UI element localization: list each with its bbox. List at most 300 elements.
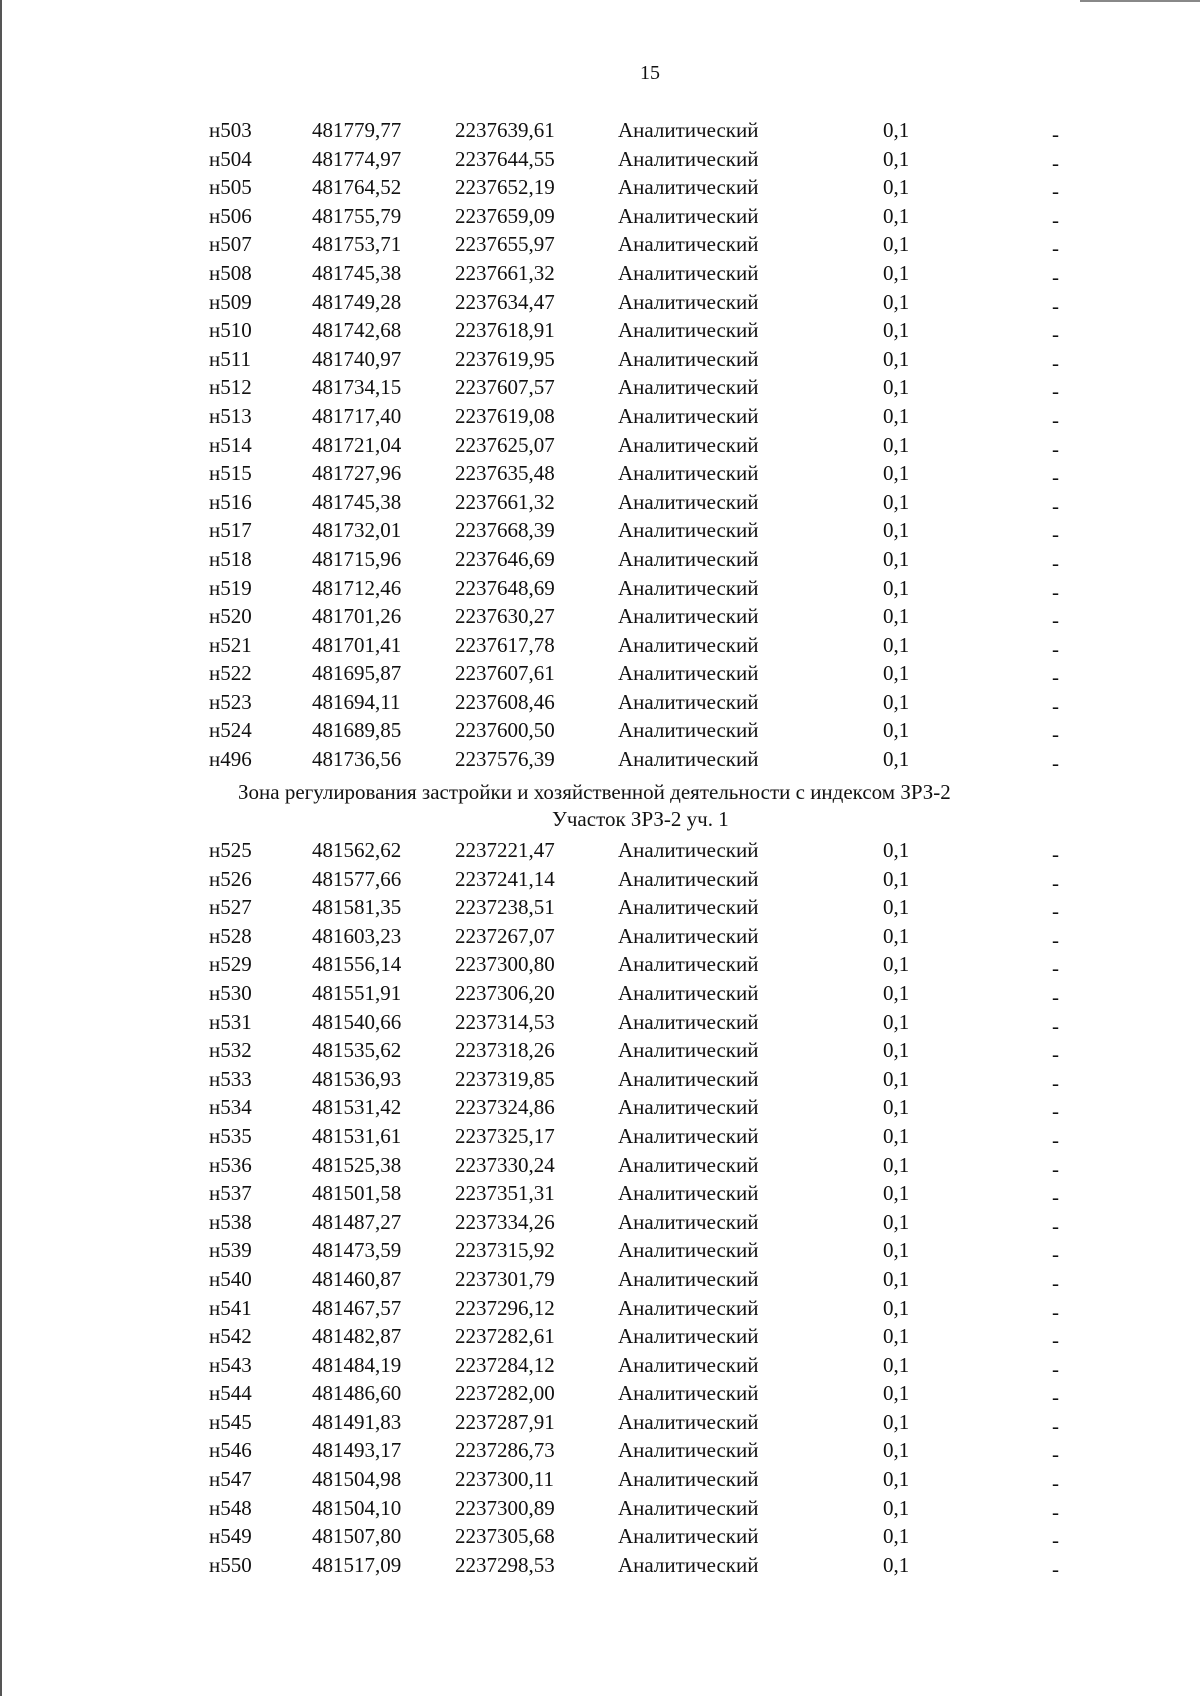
table-row: [0, 116, 1200, 145]
dash-cell: -: [1052, 899, 1059, 924]
method: Аналитический: [618, 952, 759, 977]
coord-x: 481487,27: [312, 1209, 402, 1234]
point-id: н540: [209, 1266, 252, 1291]
method: Аналитический: [618, 838, 759, 862]
dash-cell: -: [1052, 636, 1059, 661]
precision: 0,1: [883, 118, 910, 142]
method: Аналитический: [618, 747, 759, 772]
dash-cell: -: [1052, 956, 1059, 981]
dash-cell: -: [1052, 842, 1059, 866]
method: Аналитический: [618, 1438, 759, 1463]
method: Аналитический: [618, 403, 759, 428]
method: Аналитический: [618, 1238, 759, 1263]
table-row: [0, 173, 1200, 202]
method: Аналитический: [618, 1524, 759, 1549]
dash-cell: -: [1052, 927, 1059, 952]
coord-y: 2237301,79: [455, 1266, 555, 1291]
point-id: н545: [209, 1409, 252, 1434]
coord-x: 481460,87: [312, 1266, 402, 1291]
method: Аналитический: [618, 1495, 759, 1520]
point-id: н505: [209, 175, 252, 200]
table-row: [0, 1351, 1200, 1380]
table-row: [0, 1408, 1200, 1437]
dash-cell: -: [1052, 264, 1059, 289]
dash-cell: -: [1052, 1299, 1059, 1324]
coord-x: 481556,14: [312, 952, 402, 977]
coord-y: 2237619,08: [455, 403, 555, 428]
precision: 0,1: [883, 1495, 910, 1520]
coord-y: 2237648,69: [455, 575, 555, 600]
dash-cell: -: [1052, 122, 1059, 146]
dash-cell: -: [1052, 1127, 1059, 1152]
point-id: н544: [209, 1381, 252, 1406]
dash-cell: -: [1052, 379, 1059, 404]
method: Аналитический: [618, 1009, 759, 1034]
precision: 0,1: [883, 838, 910, 862]
coord-x: 481694,11: [312, 689, 401, 714]
coord-x: 481581,35: [312, 895, 402, 920]
coord-x: 481779,77: [312, 118, 402, 142]
method: Аналитический: [618, 923, 759, 948]
method: Аналитический: [618, 575, 759, 600]
method: Аналитический: [618, 375, 759, 400]
table-row: [0, 716, 1200, 745]
table-row: [0, 1379, 1200, 1408]
point-id: н513: [209, 403, 252, 428]
coord-x: 481745,38: [312, 489, 402, 514]
method: Аналитический: [618, 980, 759, 1005]
method: Аналитический: [618, 1409, 759, 1434]
coord-y: 2237661,32: [455, 260, 555, 285]
coord-x: 481721,04: [312, 432, 402, 457]
precision: 0,1: [883, 1123, 910, 1148]
point-id: н508: [209, 260, 252, 285]
coord-x: 481504,10: [312, 1495, 402, 1520]
table-row: [0, 893, 1200, 922]
point-id: н548: [209, 1495, 252, 1520]
coord-y: 2237287,91: [455, 1409, 555, 1434]
coord-y: 2237608,46: [455, 689, 555, 714]
dash-cell: -: [1052, 1499, 1059, 1524]
method: Аналитический: [618, 432, 759, 457]
coord-x: 481467,57: [312, 1295, 402, 1320]
coord-y: 2237305,68: [455, 1524, 555, 1549]
method: Аналитический: [618, 632, 759, 657]
table-row: [0, 1322, 1200, 1351]
coord-x: 481734,15: [312, 375, 402, 400]
coord-x: 481774,97: [312, 146, 402, 171]
coord-y: 2237300,80: [455, 952, 555, 977]
dash-cell: -: [1052, 1328, 1059, 1353]
coord-y: 2237282,61: [455, 1324, 555, 1349]
table-row: [0, 545, 1200, 574]
point-id: н532: [209, 1038, 252, 1063]
table-row: [0, 1208, 1200, 1237]
table-row: [0, 288, 1200, 317]
precision: 0,1: [883, 895, 910, 920]
zone-title: Зона регулирования застройки и хозяйственной деятельности с индексом ЗРЗ-2: [238, 780, 951, 804]
dash-cell: -: [1052, 179, 1059, 204]
point-id: н536: [209, 1152, 252, 1177]
coord-x: 481745,38: [312, 260, 402, 285]
method: Аналитический: [618, 1381, 759, 1406]
table-row: [0, 516, 1200, 545]
dash-cell: -: [1052, 1471, 1059, 1496]
coord-x: 481689,85: [312, 718, 402, 743]
coord-y: 2237659,09: [455, 203, 555, 228]
table-row: [0, 1151, 1200, 1180]
coord-y: 2237607,61: [455, 661, 555, 686]
dash-cell: -: [1052, 722, 1059, 747]
method: Аналитический: [618, 689, 759, 714]
coord-y: 2237334,26: [455, 1209, 555, 1234]
precision: 0,1: [883, 403, 910, 428]
precision: 0,1: [883, 1038, 910, 1063]
method: Аналитический: [618, 1352, 759, 1377]
table-row: [0, 979, 1200, 1008]
table-row: [0, 402, 1200, 431]
point-id: н534: [209, 1095, 252, 1120]
coord-y: 2237607,57: [455, 375, 555, 400]
table-row: [0, 345, 1200, 374]
table-row: [0, 1036, 1200, 1065]
coord-y: 2237644,55: [455, 146, 555, 171]
dash-cell: -: [1052, 1156, 1059, 1181]
method: Аналитический: [618, 1266, 759, 1291]
coord-x: 481577,66: [312, 866, 402, 891]
precision: 0,1: [883, 1181, 910, 1206]
point-id: н515: [209, 461, 252, 486]
dash-cell: -: [1052, 1242, 1059, 1267]
point-id: н530: [209, 980, 252, 1005]
dash-cell: -: [1052, 1385, 1059, 1410]
coord-x: 481727,96: [312, 461, 402, 486]
precision: 0,1: [883, 1324, 910, 1349]
point-id: н549: [209, 1524, 252, 1549]
table-row: [0, 1465, 1200, 1494]
precision: 0,1: [883, 718, 910, 743]
coord-y: 2237267,07: [455, 923, 555, 948]
method: Аналитический: [618, 1066, 759, 1091]
table-row: [0, 574, 1200, 603]
dash-cell: -: [1052, 1185, 1059, 1210]
coord-x: 481531,61: [312, 1123, 402, 1148]
precision: 0,1: [883, 1438, 910, 1463]
coord-y: 2237619,95: [455, 346, 555, 371]
method: Аналитический: [618, 866, 759, 891]
precision: 0,1: [883, 175, 910, 200]
point-id: н539: [209, 1238, 252, 1263]
coord-y: 2237298,53: [455, 1552, 555, 1577]
coord-x: 481491,83: [312, 1409, 402, 1434]
page-number: 15: [640, 62, 660, 84]
table-row: [0, 745, 1200, 774]
dash-cell: -: [1052, 493, 1059, 518]
precision: 0,1: [883, 1295, 910, 1320]
dash-cell: -: [1052, 1213, 1059, 1238]
precision: 0,1: [883, 1409, 910, 1434]
dash-cell: -: [1052, 1270, 1059, 1295]
coord-y: 2237319,85: [455, 1066, 555, 1091]
coord-x: 481540,66: [312, 1009, 402, 1034]
coord-y: 2237315,92: [455, 1238, 555, 1263]
coord-x: 481536,93: [312, 1066, 402, 1091]
dash-cell: -: [1052, 407, 1059, 432]
table-row: [0, 230, 1200, 259]
table-row: [0, 1008, 1200, 1037]
precision: 0,1: [883, 432, 910, 457]
dash-cell: -: [1052, 1356, 1059, 1381]
coord-y: 2237630,27: [455, 604, 555, 629]
method: Аналитический: [618, 1095, 759, 1120]
coord-x: 481473,59: [312, 1238, 402, 1263]
precision: 0,1: [883, 260, 910, 285]
coord-y: 2237306,20: [455, 980, 555, 1005]
precision: 0,1: [883, 923, 910, 948]
dash-cell: -: [1052, 207, 1059, 232]
dash-cell: -: [1052, 1013, 1059, 1038]
point-id: н506: [209, 203, 252, 228]
point-id: н510: [209, 318, 252, 343]
dash-cell: -: [1052, 1528, 1059, 1553]
coord-y: 2237325,17: [455, 1123, 555, 1148]
precision: 0,1: [883, 1009, 910, 1034]
coord-x: 481742,68: [312, 318, 402, 343]
coord-x: 481501,58: [312, 1181, 402, 1206]
coord-x: 481517,09: [312, 1552, 402, 1577]
coord-x: 481562,62: [312, 838, 402, 862]
dash-cell: -: [1052, 984, 1059, 1009]
coord-y: 2237324,86: [455, 1095, 555, 1120]
precision: 0,1: [883, 146, 910, 171]
precision: 0,1: [883, 1467, 910, 1492]
method: Аналитический: [618, 1123, 759, 1148]
method: Аналитический: [618, 1209, 759, 1234]
coord-y: 2237238,51: [455, 895, 555, 920]
method: Аналитический: [618, 604, 759, 629]
precision: 0,1: [883, 1266, 910, 1291]
coord-x: 481525,38: [312, 1152, 402, 1177]
dash-cell: -: [1052, 150, 1059, 175]
coord-y: 2237241,14: [455, 866, 555, 891]
dash-cell: -: [1052, 436, 1059, 461]
method: Аналитический: [618, 1324, 759, 1349]
coord-y: 2237284,12: [455, 1352, 555, 1377]
scan-top-right-mark: [1080, 0, 1200, 2]
coord-y: 2237286,73: [455, 1438, 555, 1463]
coord-x: 481504,98: [312, 1467, 402, 1492]
precision: 0,1: [883, 518, 910, 543]
dash-cell: -: [1052, 550, 1059, 575]
precision: 0,1: [883, 1381, 910, 1406]
dash-cell: -: [1052, 608, 1059, 633]
coord-x: 481749,28: [312, 289, 402, 314]
method: Аналитический: [618, 346, 759, 371]
dash-cell: -: [1052, 1442, 1059, 1467]
point-id: н514: [209, 432, 252, 457]
coord-y: 2237300,11: [455, 1467, 554, 1492]
precision: 0,1: [883, 747, 910, 772]
coord-x: 481484,19: [312, 1352, 402, 1377]
method: Аналитический: [618, 661, 759, 686]
point-id: н523: [209, 689, 252, 714]
coord-x: 481551,91: [312, 980, 402, 1005]
dash-cell: -: [1052, 665, 1059, 690]
method: Аналитический: [618, 1467, 759, 1492]
dash-cell: -: [1052, 1099, 1059, 1124]
coord-y: 2237318,26: [455, 1038, 555, 1063]
point-id: н537: [209, 1181, 252, 1206]
dash-cell: -: [1052, 1556, 1059, 1581]
point-id: н525: [209, 838, 252, 862]
table-row: [0, 836, 1200, 865]
precision: 0,1: [883, 1209, 910, 1234]
table-row: [0, 631, 1200, 660]
coord-x: 481493,17: [312, 1438, 402, 1463]
method: Аналитический: [618, 1295, 759, 1320]
dash-cell: -: [1052, 1413, 1059, 1438]
point-id: н509: [209, 289, 252, 314]
method: Аналитический: [618, 1038, 759, 1063]
dash-cell: -: [1052, 579, 1059, 604]
coord-y: 2237617,78: [455, 632, 555, 657]
dash-cell: -: [1052, 522, 1059, 547]
coord-y: 2237655,97: [455, 232, 555, 257]
precision: 0,1: [883, 1552, 910, 1577]
point-id: н521: [209, 632, 252, 657]
coord-x: 481701,26: [312, 604, 402, 629]
dash-cell: -: [1052, 293, 1059, 318]
point-id: н538: [209, 1209, 252, 1234]
precision: 0,1: [883, 604, 910, 629]
precision: 0,1: [883, 575, 910, 600]
precision: 0,1: [883, 1152, 910, 1177]
method: Аналитический: [618, 203, 759, 228]
table-row: [0, 1551, 1200, 1580]
dash-cell: -: [1052, 322, 1059, 347]
point-id: н543: [209, 1352, 252, 1377]
coord-x: 481715,96: [312, 546, 402, 571]
coord-y: 2237634,47: [455, 289, 555, 314]
point-id: н546: [209, 1438, 252, 1463]
table-row: [0, 602, 1200, 631]
precision: 0,1: [883, 1095, 910, 1120]
table-row: [0, 488, 1200, 517]
coord-x: 481507,80: [312, 1524, 402, 1549]
table-row: [0, 1065, 1200, 1094]
table-row: [0, 1265, 1200, 1294]
table-row: [0, 688, 1200, 717]
precision: 0,1: [883, 1352, 910, 1377]
point-id: н526: [209, 866, 252, 891]
precision: 0,1: [883, 1238, 910, 1263]
point-id: н522: [209, 661, 252, 686]
coord-y: 2237639,61: [455, 118, 555, 142]
coord-y: 2237351,31: [455, 1181, 555, 1206]
coord-x: 481603,23: [312, 923, 402, 948]
dash-cell: -: [1052, 236, 1059, 261]
precision: 0,1: [883, 346, 910, 371]
precision: 0,1: [883, 952, 910, 977]
precision: 0,1: [883, 461, 910, 486]
table-row: [0, 1522, 1200, 1551]
coord-y: 2237600,50: [455, 718, 555, 743]
table-row: [0, 1294, 1200, 1323]
coord-x: 481753,71: [312, 232, 402, 257]
dash-cell: -: [1052, 1070, 1059, 1095]
point-id: н511: [209, 346, 251, 371]
table-row: [0, 1179, 1200, 1208]
precision: 0,1: [883, 632, 910, 657]
method: Аналитический: [618, 1181, 759, 1206]
dash-cell: -: [1052, 465, 1059, 490]
coord-x: 481701,41: [312, 632, 402, 657]
dash-cell: -: [1052, 693, 1059, 718]
method: Аналитический: [618, 895, 759, 920]
plot-title: Участок ЗРЗ-2 уч. 1: [552, 807, 729, 831]
method: Аналитический: [618, 260, 759, 285]
method: Аналитический: [618, 175, 759, 200]
table-row: [0, 659, 1200, 688]
coord-x: 481712,46: [312, 575, 402, 600]
table-row: [0, 431, 1200, 460]
coord-y: 2237576,39: [455, 747, 555, 772]
table-row: [0, 1122, 1200, 1151]
coord-y: 2237652,19: [455, 175, 555, 200]
precision: 0,1: [883, 289, 910, 314]
coord-y: 2237635,48: [455, 461, 555, 486]
table-row: [0, 865, 1200, 894]
point-id: н528: [209, 923, 252, 948]
point-id: н503: [209, 118, 252, 142]
point-id: н496: [209, 747, 252, 772]
method: Аналитический: [618, 118, 759, 142]
coord-y: 2237300,89: [455, 1495, 555, 1520]
precision: 0,1: [883, 980, 910, 1005]
point-id: н533: [209, 1066, 252, 1091]
precision: 0,1: [883, 661, 910, 686]
point-id: н550: [209, 1552, 252, 1577]
method: Аналитический: [618, 1152, 759, 1177]
coord-y: 2237618,91: [455, 318, 555, 343]
dash-cell: -: [1052, 350, 1059, 375]
method: Аналитический: [618, 1552, 759, 1577]
point-id: н531: [209, 1009, 252, 1034]
precision: 0,1: [883, 546, 910, 571]
coordinates-table-top: [0, 116, 1200, 774]
method: Аналитический: [618, 232, 759, 257]
point-id: н512: [209, 375, 252, 400]
coord-x: 481736,56: [312, 747, 402, 772]
coord-x: 481764,52: [312, 175, 402, 200]
precision: 0,1: [883, 489, 910, 514]
point-id: н519: [209, 575, 252, 600]
table-row: [0, 373, 1200, 402]
coord-x: 481482,87: [312, 1324, 402, 1349]
precision: 0,1: [883, 866, 910, 891]
table-row: [0, 202, 1200, 231]
point-id: н507: [209, 232, 252, 257]
method: Аналитический: [618, 318, 759, 343]
coord-x: 481717,40: [312, 403, 402, 428]
coord-y: 2237221,47: [455, 838, 555, 862]
method: Аналитический: [618, 518, 759, 543]
precision: 0,1: [883, 203, 910, 228]
method: Аналитический: [618, 718, 759, 743]
coord-y: 2237330,24: [455, 1152, 555, 1177]
precision: 0,1: [883, 1066, 910, 1091]
precision: 0,1: [883, 318, 910, 343]
